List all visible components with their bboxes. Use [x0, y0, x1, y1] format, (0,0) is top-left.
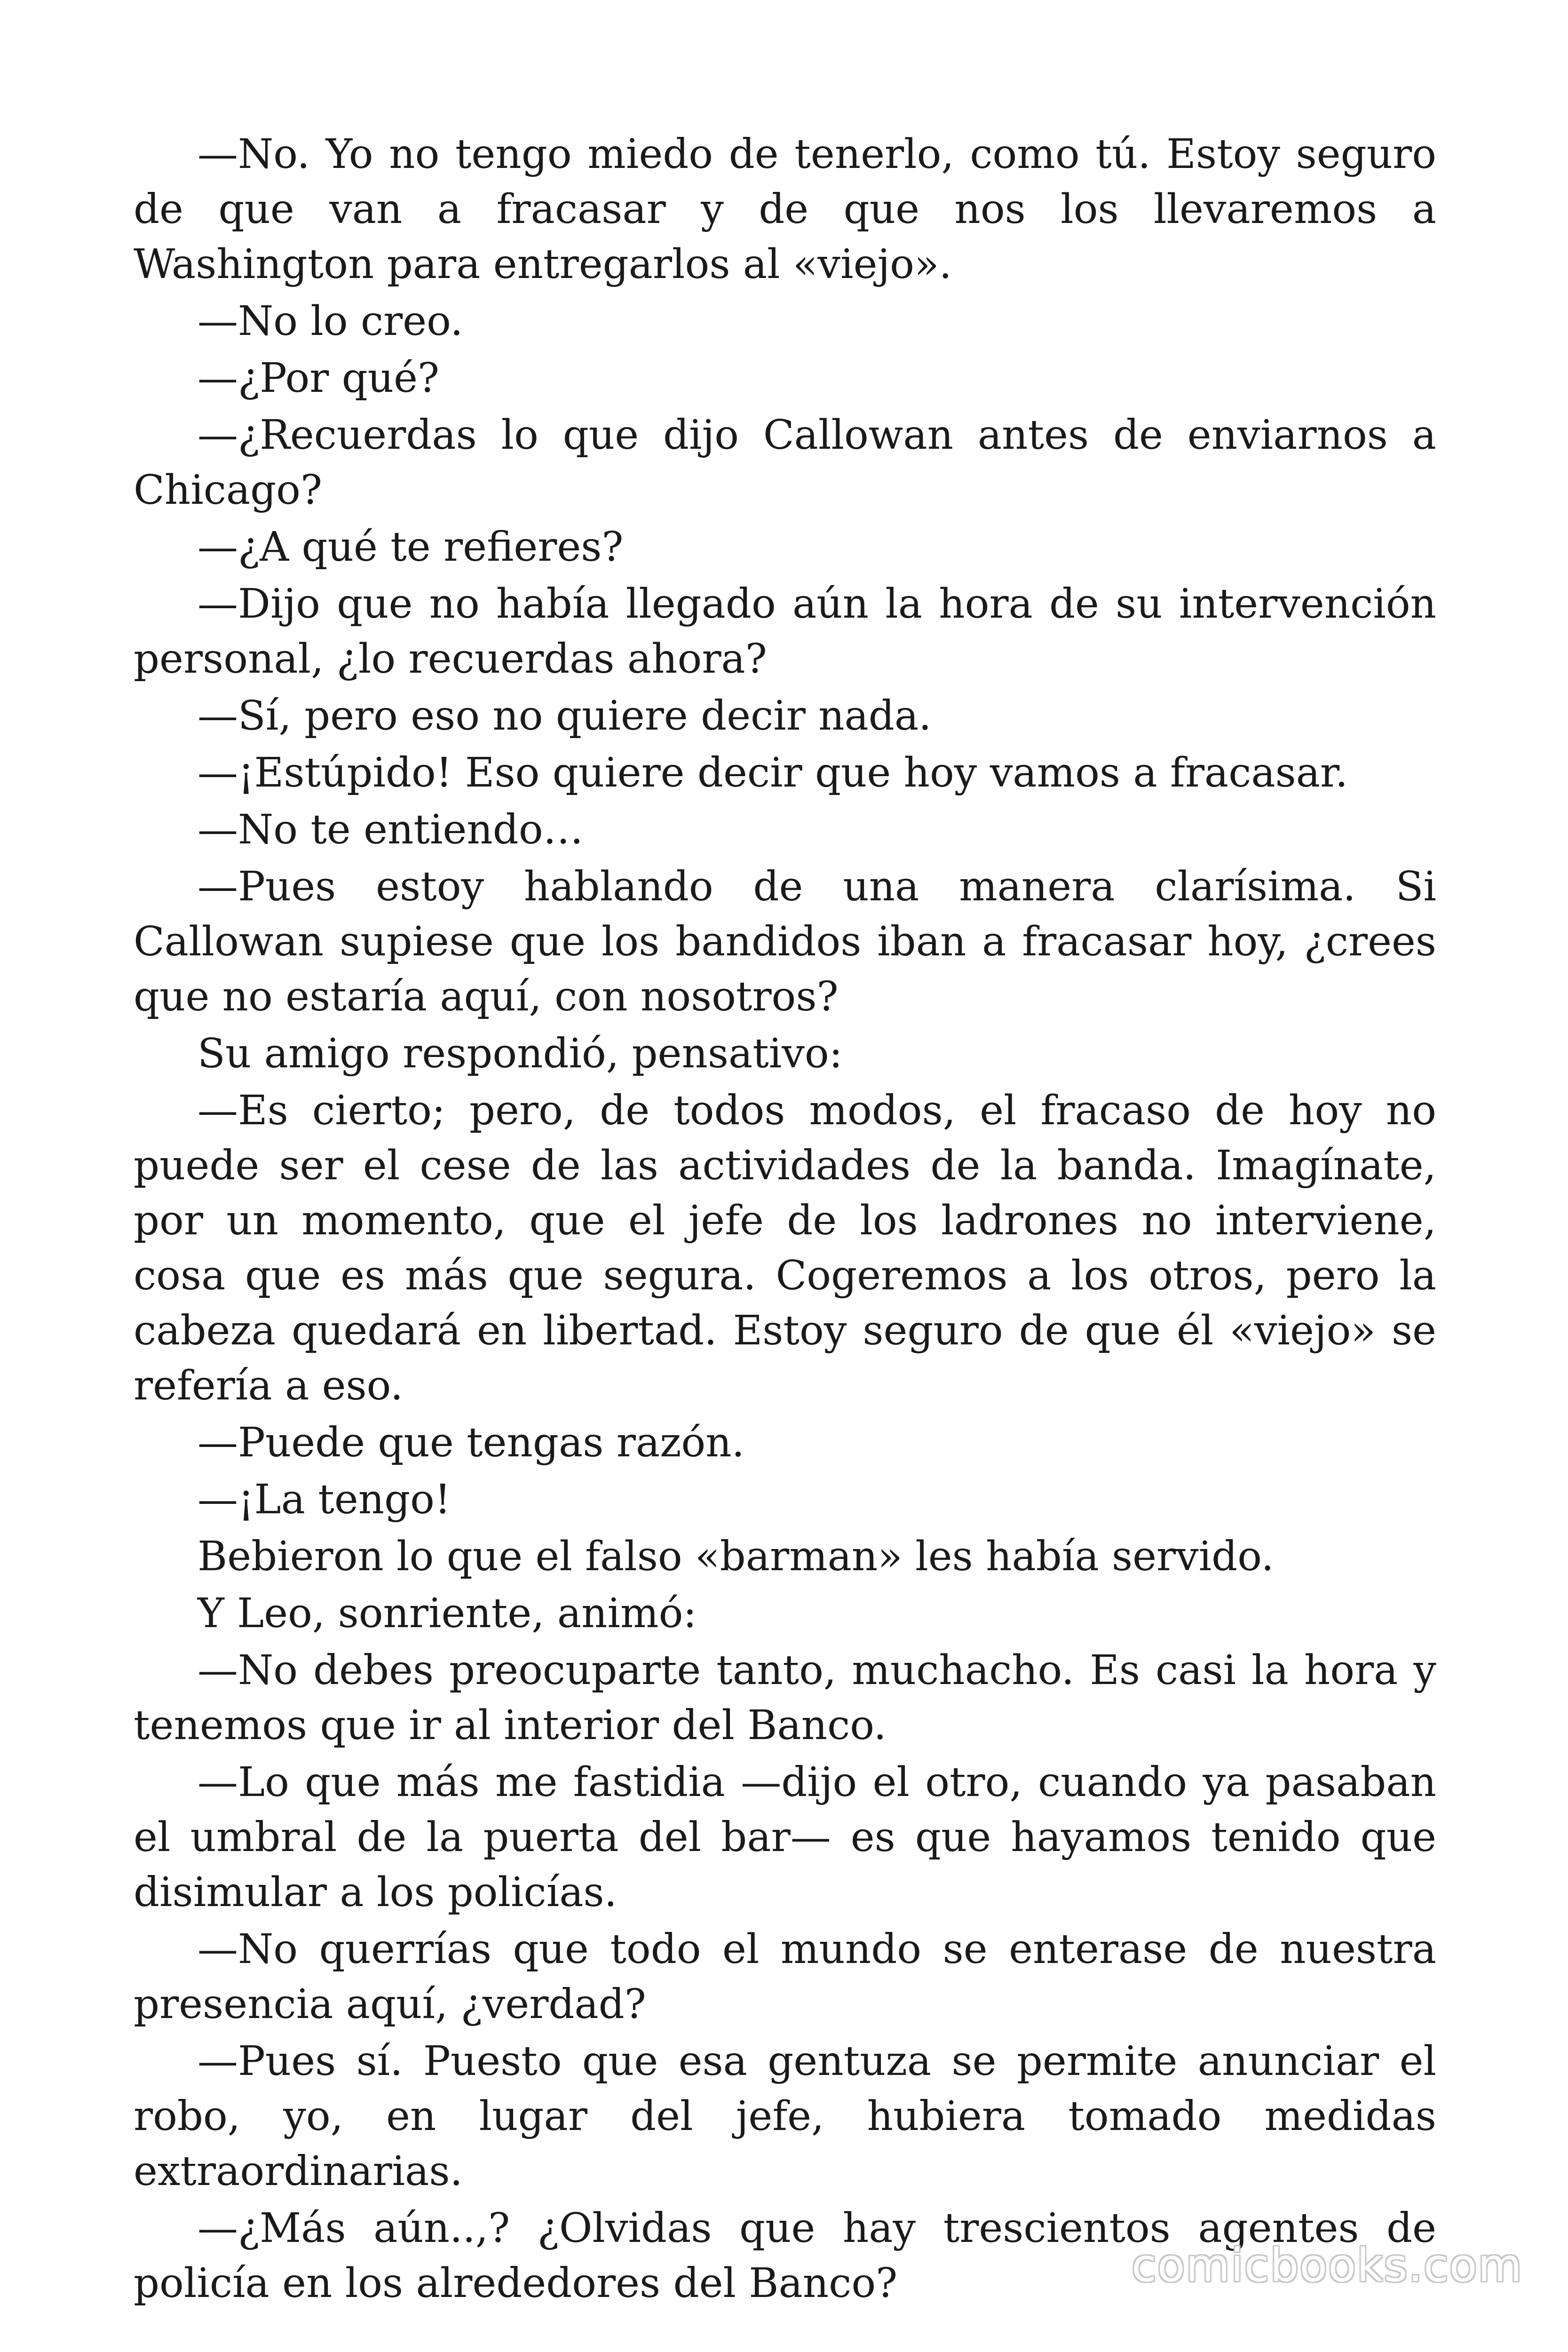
- paragraph: Bebieron lo que el falso «barman» les había servido.: [198, 1533, 1274, 1580]
- paragraph: —Pues estoy hablando de una manera clarísima. Si Callowan supiese que los bandidos iban a fracasar hoy, ¿crees que no estaría aquí, con nosotros?: [134, 863, 1436, 1020]
- page-text-body: [134, 127, 1436, 2313]
- paragraph: Su amigo respondió, pensativo:: [198, 1030, 843, 1077]
- paragraph: —¡Estúpido! Eso quiere decir que hoy vamos a fracasar.: [198, 749, 1348, 796]
- paragraph: —No querrías que todo el mundo se enterase de nuestra presencia aquí, ¿verdad?: [134, 1926, 1436, 2028]
- paragraph: —¿Más aún..,? ¿Olvidas que hay trescientos agentes de policía en los alrededores del Banco?: [134, 2205, 1436, 2307]
- paragraph: —Es cierto; pero, de todos modos, el fracaso de hoy no puede ser el cese de las actividades de la banda. Imagínate, por un momento, que el jefe de los ladrones no interviene, cosa que es más que segura. Cogeremos a los otros, pero la cabeza quedará en libertad. Estoy seguro de que él «viejo» se refería a eso.: [134, 1087, 1436, 1409]
- paragraph: —No lo creo.: [198, 298, 463, 345]
- paragraph: —¿Recuerdas lo que dijo Callowan antes de enviarnos a Chicago?: [134, 412, 1436, 514]
- paragraph: Y Leo, sonriente, animó:: [198, 1590, 697, 1637]
- paragraph: —Sí, pero eso no quiere decir nada.: [198, 692, 932, 739]
- paragraph: —Pues sí. Puesto que esa gentuza se permite anunciar el robo, yo, en lugar del jefe, hubiera tomado medidas extraordinarias.: [134, 2038, 1436, 2195]
- paragraph: —¿A qué te refieres?: [198, 524, 624, 571]
- paragraph: —No debes preocuparte tanto, muchacho. Es casi la hora y tenemos que ir al interior del Banco.: [134, 1647, 1436, 1749]
- paragraph: —Dijo que no había llegado aún la hora de su intervención personal, ¿lo recuerdas ahora?: [134, 580, 1436, 683]
- paragraph: —¿Por qué?: [198, 355, 440, 402]
- paragraph: —No te entiendo…: [198, 806, 584, 853]
- paragraph: —Lo que más me fastidia —dijo el otro, cuando ya pasaban el umbral de la puerta del bar— es que hayamos tenido que disimular a los policías.: [134, 1759, 1436, 1916]
- paragraph: —No. Yo no tengo miedo de tenerlo, como tú. Estoy seguro de que van a fracasar y de que nos los llevaremos a Washington para entregarlos al «viejo».: [134, 131, 1436, 288]
- watermark: comicbooks.com: [1131, 2239, 1523, 2292]
- paragraph: —Puede que tengas razón.: [198, 1419, 744, 1466]
- paragraph: —¡La tengo!: [198, 1476, 451, 1523]
